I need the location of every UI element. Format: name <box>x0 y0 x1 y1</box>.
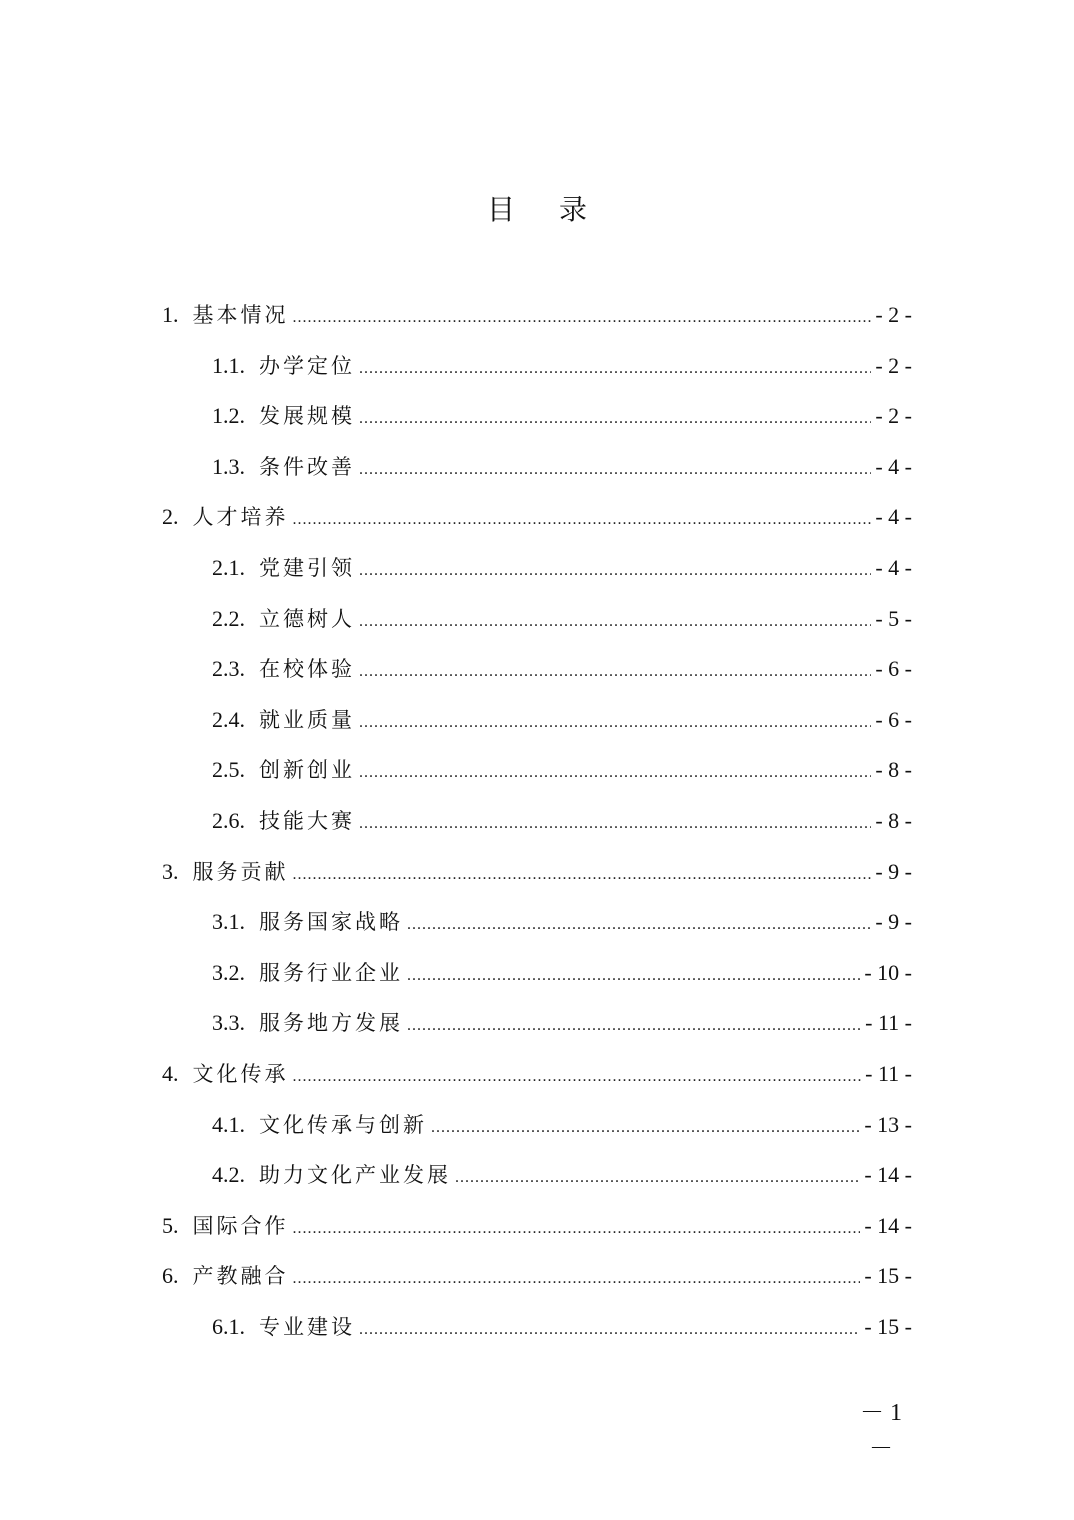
toc-entry-page: - 6 - <box>875 656 912 682</box>
toc-entry[interactable] <box>162 745 912 796</box>
toc-entry[interactable] <box>162 796 912 847</box>
toc-dot-leader <box>293 1052 862 1103</box>
toc-entry-page: - 4 - <box>875 504 912 530</box>
toc-entry-page: - 9 - <box>875 858 912 884</box>
page-title: 目录 <box>486 193 631 226</box>
toc-entry-title: 发展规模 <box>259 404 355 429</box>
toc-entry-page: - 11 - <box>865 1060 912 1086</box>
toc-entry-page: - 2 - <box>875 302 912 327</box>
toc-dot-leader <box>359 1305 860 1356</box>
toc-entry-title: 技能大赛 <box>259 808 355 833</box>
toc-entry-title: 服务地方发展 <box>259 1011 403 1036</box>
toc-dot-leader <box>407 1001 861 1052</box>
toc-entry-number: 1.2. <box>212 403 245 429</box>
toc-dot-leader <box>359 748 871 799</box>
toc-entry[interactable] <box>162 1302 912 1353</box>
toc-entry-number: 2.3. <box>212 656 245 682</box>
toc-dot-leader <box>293 293 872 344</box>
toc-entry-page: - 14 - <box>864 1212 912 1238</box>
toc-entry-number: 2. <box>162 504 179 530</box>
toc-dot-leader <box>293 495 872 546</box>
toc-dot-leader <box>359 394 871 445</box>
toc-entry-page: - 6 - <box>875 706 912 732</box>
toc-dot-leader <box>359 597 871 648</box>
toc-entry-number: 3.3. <box>212 1010 245 1036</box>
toc-entry[interactable] <box>162 1201 912 1252</box>
toc-entry-title: 条件改善 <box>259 454 355 479</box>
toc-entry-title: 党建引领 <box>259 555 355 580</box>
toc-entry-number: 6. <box>162 1263 179 1289</box>
toc-entry-page: - 4 - <box>875 453 912 479</box>
toc-dot-leader <box>293 850 872 901</box>
toc-entry-title: 基本情况 <box>192 303 289 327</box>
toc-entry-page: - 5 - <box>875 605 912 631</box>
toc-entry-number: 1.3. <box>212 453 245 479</box>
toc-entry-number: 2.5. <box>212 757 245 783</box>
toc-entry-page: - 4 - <box>875 554 912 580</box>
toc-entry-page: - 8 - <box>875 757 912 783</box>
toc-entry[interactable] <box>162 492 912 543</box>
toc-entry-number: 4.2. <box>212 1162 245 1188</box>
toc-entry-page: - 13 - <box>864 1111 912 1137</box>
toc-dot-leader <box>359 799 871 850</box>
toc-entry-title: 办学定位 <box>259 353 355 378</box>
toc-entry-number: 1.1. <box>212 352 245 378</box>
toc-entry[interactable] <box>162 948 912 999</box>
toc-dot-leader <box>293 1204 861 1255</box>
toc-dot-leader <box>407 900 871 951</box>
toc-entry-page: - 15 - <box>864 1313 912 1339</box>
toc-entry[interactable] <box>162 290 912 341</box>
toc-entry[interactable] <box>162 341 912 392</box>
toc-entry-number: 3.1. <box>212 909 245 935</box>
toc-entry-title: 服务贡献 <box>192 859 289 884</box>
toc-dot-leader <box>431 1103 860 1154</box>
toc-entry-page: - 11 - <box>865 1010 912 1036</box>
toc-dot-leader <box>359 344 871 395</box>
toc-entry-page: - 9 - <box>875 909 912 935</box>
toc-dot-leader <box>407 951 860 1002</box>
toc-entry-page: - 10 - <box>864 959 912 985</box>
toc-entry-title: 服务行业企业 <box>259 960 403 985</box>
toc-entry-number: 4.1. <box>212 1111 245 1137</box>
toc-dot-leader <box>359 647 871 698</box>
toc-entry-title: 就业质量 <box>259 707 355 732</box>
toc-entry-number: 4. <box>162 1060 179 1086</box>
toc-entry[interactable] <box>162 1100 912 1151</box>
toc-entry-page: - 15 - <box>864 1263 912 1289</box>
toc-entry-number: 2.6. <box>212 807 245 833</box>
toc-entry[interactable] <box>162 442 912 493</box>
toc-entry[interactable] <box>162 695 912 746</box>
toc-entry-page: - 14 - <box>864 1162 912 1188</box>
toc-entry-page: - 2 - <box>875 352 912 378</box>
toc-entry-number: 2.2. <box>212 605 245 631</box>
toc-entry-number: 1. <box>162 302 179 327</box>
toc-entry-page: - 2 - <box>875 403 912 429</box>
toc-entry-title: 创新创业 <box>259 758 355 783</box>
toc-dot-leader <box>359 546 871 597</box>
toc-entry[interactable] <box>162 644 912 695</box>
toc-entry[interactable] <box>162 1049 912 1100</box>
table-of-contents <box>162 290 912 1352</box>
toc-entry[interactable] <box>162 998 912 1049</box>
toc-entry-title: 人才培养 <box>192 505 289 530</box>
toc-entry-title: 产教融合 <box>192 1264 289 1289</box>
page-number: － 1 － <box>860 1400 902 1462</box>
toc-dot-leader <box>359 698 871 749</box>
toc-entry-title: 服务国家战略 <box>259 910 403 935</box>
toc-entry[interactable] <box>162 594 912 645</box>
toc-entry-page: - 8 - <box>875 807 912 833</box>
toc-entry-title: 文化传承 <box>192 1061 289 1086</box>
toc-entry-title: 立德树人 <box>259 606 355 631</box>
toc-entry-title: 文化传承与创新 <box>259 1112 427 1137</box>
toc-entry-title: 专业建设 <box>259 1314 355 1339</box>
toc-entry[interactable] <box>162 543 912 594</box>
toc-entry-number: 3.2. <box>212 959 245 985</box>
toc-entry-number: 6.1. <box>212 1313 245 1339</box>
toc-entry[interactable] <box>162 847 912 898</box>
toc-entry[interactable] <box>162 391 912 442</box>
toc-entry-number: 2.1. <box>212 554 245 580</box>
toc-entry[interactable] <box>162 897 912 948</box>
toc-dot-leader <box>293 1254 861 1305</box>
toc-entry-number: 5. <box>162 1212 179 1238</box>
toc-entry-title: 在校体验 <box>259 657 355 682</box>
toc-dot-leader <box>359 445 871 496</box>
toc-entry-number: 2.4. <box>212 706 245 732</box>
toc-entry[interactable] <box>162 1251 912 1302</box>
toc-entry[interactable] <box>162 1150 912 1201</box>
toc-entry-title: 助力文化产业发展 <box>259 1163 451 1188</box>
toc-entry-title: 国际合作 <box>192 1213 289 1238</box>
toc-dot-leader <box>455 1153 860 1204</box>
toc-entry-number: 3. <box>162 858 179 884</box>
